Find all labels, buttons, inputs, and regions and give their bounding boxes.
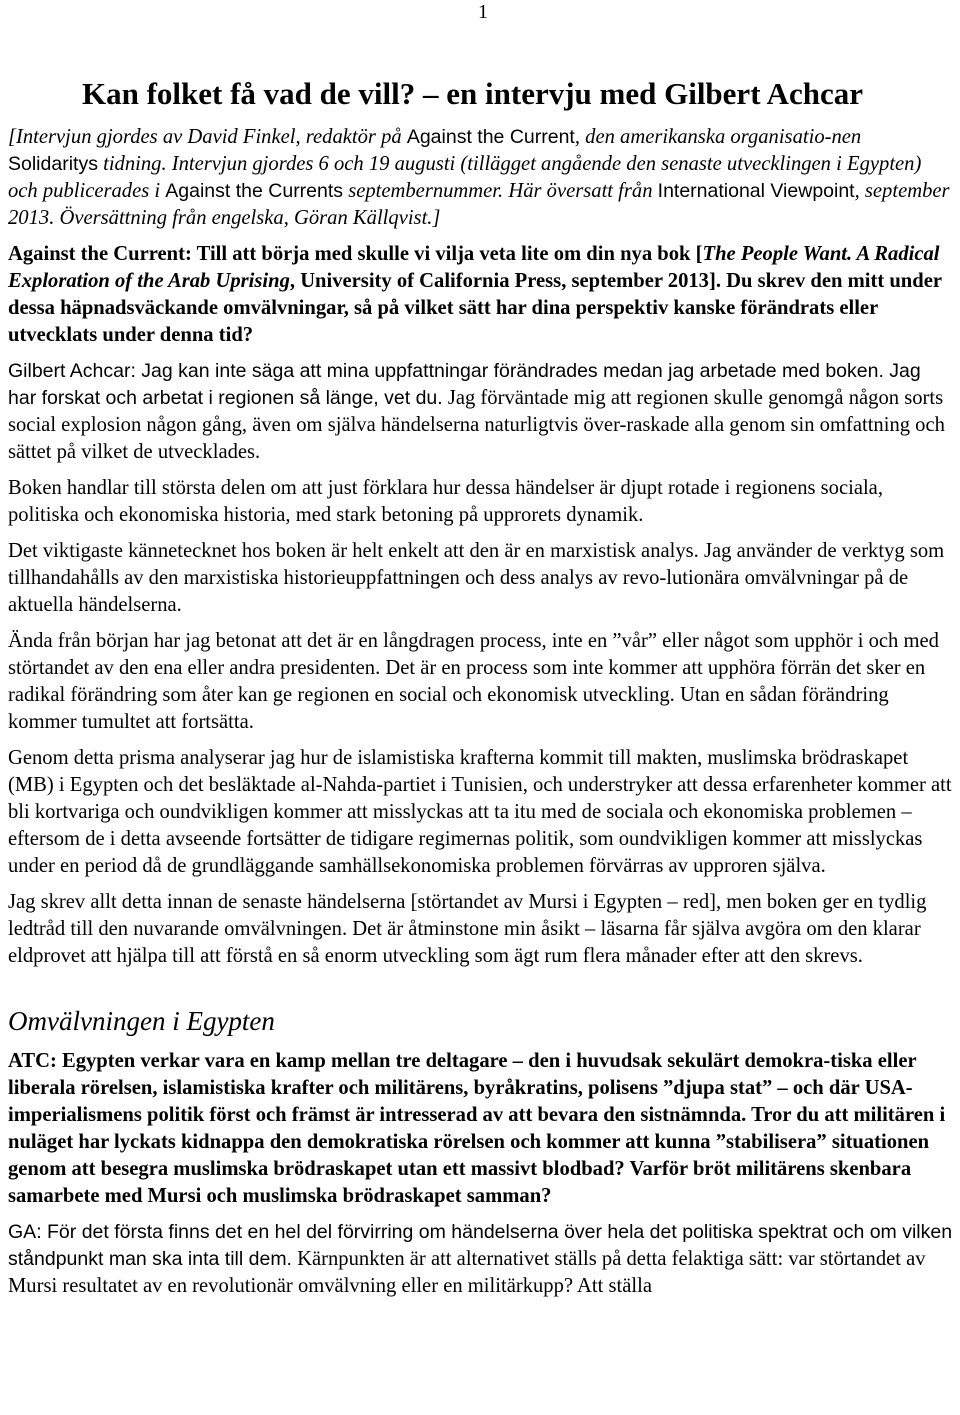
- answer-2-text-2: : För det första finns det en hel del förvirring om händelserna över hela det politiska spektrat och om vilken ståndpunkt man ska inta till dem.: [8, 1221, 953, 1270]
- body-paragraph: Jag skrev allt detta innan de senaste händelserna [störtandet av Mursi i Egypten – red], men boken ger en tydlig ledtråd till den nuvarande omvälvningen. Det är åtminstone min åsikt – läsarna får själva avgöra om den klarar eldprovet att hjälpa till att förstå en så enorm utveckling som ägt rum flera månader efter att den skrevs.: [8, 891, 927, 967]
- intro-paragraph: [8, 124, 954, 232]
- answer-1-text-1: Gilbert Achcar: Jag kan inte säga att mina uppfattningar förändrades medan jag arbetade med boken. Jag har forskat och arbetat i regionen så länge, vet du.: [8, 360, 921, 409]
- page-number: 1: [478, 1, 488, 23]
- intro-text-5: tidning. Intervjun gjordes 6 och 19 augusti (tillägget angående den senaste utvecklingen i Egypten) och publicerades i: [8, 153, 922, 202]
- intro-text-6: Against the Currents: [165, 180, 344, 202]
- answer-1-text-2: Jag förväntade mig att regionen skulle genomgå någon sorts social explosion någon gång, även om själva händelserna naturligtvis över-raskade alla genom sin omfattning och sättet på vilket de utvecklades.: [8, 387, 945, 463]
- body-paragraph: Boken handlar till största delen om att just förklara hur dessa händelser är djupt rotade i regionens sociala, politiska och ekonomiska historia, med stark betoning på upprorets dynamik.: [8, 477, 883, 526]
- intro-text-7: septembernummer. Här översatt från: [343, 180, 658, 202]
- body-paragraph: Ända från början har jag betonat att det är en långdragen process, inte en ”vår” eller något som upphör i och med störtandet av den ena eller andra presidenten. Det är en process som inte kommer att upphöra förrän det sker en radikal förändring som åter kan ge regionen en social och ekonomisk utveckling. Utan en sådan förändring kommer tumultet att fortsätta.: [8, 630, 939, 733]
- article-body: [8, 124, 954, 1309]
- answer-2-text-3: Kärnpunkten är att alternativet ställs på detta felaktiga sätt: var störtandet av Mursi resultatet av en revolutionär omvälvning eller en militärkupp? Att ställa: [8, 1248, 926, 1297]
- intro-text-8: International Viewpoint: [657, 180, 855, 202]
- intro-text-4: Solidaritys: [8, 153, 98, 175]
- answer-1: [8, 358, 954, 466]
- question-2: ATC: Egypten verkar vara en kamp mellan tre deltagare – den i huvudsak sekulärt demokra-tiska eller liberala rörelsen, islamistiska krafter och militärens, byråkratins, polisens ”djupa stat” – och där USA-imperialismens politik först och främst är intresserad av att bevara den sistnämnda. Tror du att militären i nuläget har lyckats kidnappa den demokratiska rörelsen och kommer att kunna ”stabilisera” situationen genom att besegra muslimska brödraskapet utan ett massivt blodbad? Varför bröt militärens skenbara samarbete med Mursi och muslimska brödraskapet samman?: [8, 1050, 946, 1207]
- article-title: Kan folket få vad de vill? – en intervju med Gilbert Achcar: [82, 76, 863, 111]
- body-paragraph: Genom detta prisma analyserar jag hur de islamistiska krafterna kommit till makten, muslimska brödraskapet (MB) i Egypten och det besläktade al-Nahda-partiet i Tunisien, och understryker att dessa erfarenheter kommer att bli kortvariga och oundvikligen kommer att misslyckas att ta itu med de sociala och ekonomiska problemen – eftersom de i detta avseende fortsätter de tidigare regimernas politik, som oundvikligen kommer att misslyckas under en period då de grundläggande samhällsekonomiska problemen förvärras av upproren själva.: [8, 747, 952, 877]
- intro-text-1: [Intervjun gjordes av David Finkel, redaktör på: [8, 126, 407, 148]
- question-1-text-1: Against the Current: Till att börja med skulle vi vilja veta lite om din nya bok [: [8, 243, 703, 265]
- question-1-text-3: , University of California Press, september 2013]. Du skrev den mitt under dessa häpnadsväckande omvälvningar, så på vilket sätt har dina perspektiv kanske förändrats eller utvecklats under denna tid?: [8, 270, 942, 346]
- book-title: The People Want. A Radical Exploration of the Arab Uprising: [8, 243, 940, 292]
- section-heading: Omvälvningen i Egypten: [8, 1006, 275, 1036]
- intro-text-3: , den amerikanska organisatio-nen: [574, 126, 862, 148]
- intro-text-9: , september 2013. Översättning från engelska, Göran Källqvist.]: [8, 180, 950, 229]
- answer-2-speaker: GA: [8, 1221, 37, 1243]
- answer-2: [8, 1219, 954, 1300]
- intro-text-2: Against the Current: [406, 126, 575, 148]
- question-1: [8, 241, 954, 349]
- body-paragraph: Det viktigaste kännetecknet hos boken är helt enkelt att den är en marxistisk analys. Jag använder de verktyg som tillhandahålls av den marxistiska historieuppfattningen och dess analys av revo-lutionära omvälvningar på de aktuella händelserna.: [8, 540, 945, 616]
